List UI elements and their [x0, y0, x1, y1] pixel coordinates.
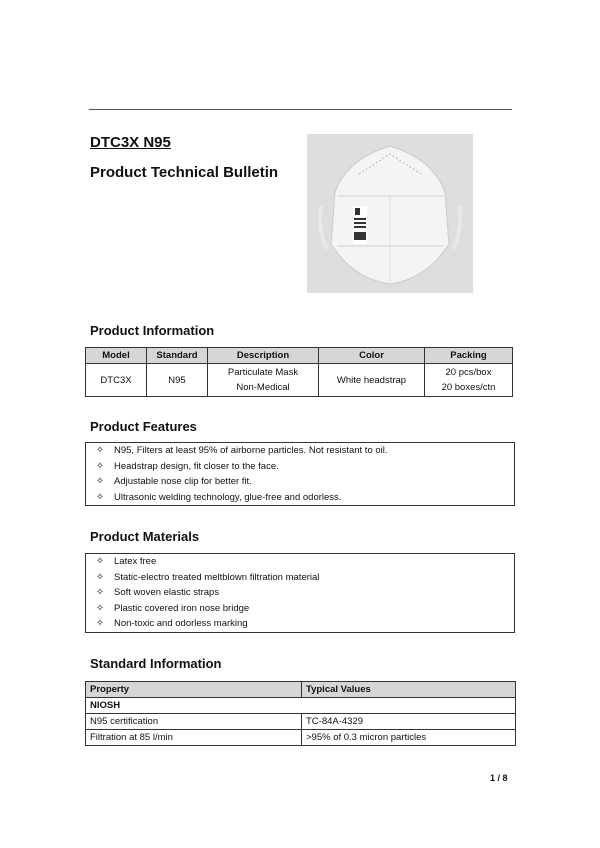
list-item: [86, 601, 514, 617]
list-item: [86, 474, 514, 490]
list-item-text: Headstrap design, fit closer to the face.: [114, 460, 279, 472]
group-row: [86, 698, 516, 714]
diamond-bullet-icon: ✧: [95, 587, 105, 598]
column-header: Standard: [147, 348, 208, 364]
table-row: [86, 714, 516, 730]
product-information-heading: Product Information: [90, 323, 215, 338]
list-item-text: Plastic covered iron nose bridge: [114, 602, 250, 614]
list-item: [86, 490, 514, 506]
diamond-bullet-icon: ✧: [95, 618, 105, 629]
color-cell: White headstrap: [319, 364, 425, 397]
standard-information-table: [85, 681, 516, 746]
property-cell: N95 certification: [86, 714, 302, 730]
diamond-bullet-icon: ✧: [95, 491, 105, 503]
column-header: Property: [86, 682, 302, 698]
group-cell: NIOSH: [86, 698, 516, 714]
standard-cell: N95: [147, 364, 208, 397]
list-item-text: Ultrasonic welding technology, glue-free and odorless.: [114, 491, 342, 503]
product-materials-heading: Product Materials: [90, 529, 200, 544]
list-item: [86, 585, 514, 601]
list-item-text: Non-toxic and odorless marking: [114, 618, 248, 629]
table-header-row: [86, 348, 513, 364]
column-header: Model: [86, 348, 147, 364]
value-cell: >95% of 0.3 micron particles: [302, 730, 516, 746]
product-title: DTC3X N95: [90, 134, 171, 151]
table-row: [86, 730, 516, 746]
list-item: [86, 459, 514, 475]
diamond-bullet-icon: ✧: [95, 445, 105, 456]
table-header-row: [86, 682, 516, 698]
column-header: Typical Values: [302, 682, 516, 698]
list-item: [86, 443, 514, 459]
packing-line: 20 pcs/box: [445, 367, 492, 378]
description-cell: [208, 364, 319, 397]
list-item-text: N95, Filters at least 95% of airborne particles. Not resistant to oil.: [114, 445, 388, 456]
product-image: [307, 134, 473, 293]
product-features-list: [85, 442, 515, 506]
value-cell: TC-84A-4329: [302, 714, 516, 730]
product-information-table: [85, 347, 513, 397]
mask-illustration: [307, 134, 473, 293]
list-item-text: Latex free: [114, 556, 157, 567]
table-row: [86, 364, 513, 397]
column-header: Color: [319, 348, 425, 364]
description-line: Particulate Mask: [227, 367, 299, 378]
packing-line: 20 boxes/ctn: [441, 382, 496, 393]
packing-cell: [425, 364, 513, 397]
diamond-bullet-icon: ✧: [95, 460, 105, 472]
product-materials-list: [85, 553, 515, 633]
column-header: Packing: [425, 348, 513, 364]
document-title: Product Technical Bulletin: [90, 164, 279, 181]
diamond-bullet-icon: ✧: [95, 571, 105, 583]
property-cell: Filtration at 85 l/min: [86, 730, 302, 746]
standard-information-heading: Standard Information: [90, 656, 222, 671]
model-cell: DTC3X: [86, 364, 147, 397]
diamond-bullet-icon: ✧: [95, 602, 105, 614]
header-rule: [89, 109, 512, 110]
description-line: Non-Medical: [236, 382, 290, 393]
column-header: Description: [208, 348, 319, 364]
list-item: [86, 570, 514, 586]
product-features-heading: Product Features: [90, 419, 197, 434]
list-item-text: Static-electro treated meltblown filtration material: [114, 571, 320, 583]
list-item-text: Soft woven elastic straps: [114, 587, 220, 598]
diamond-bullet-icon: ✧: [95, 556, 105, 567]
list-item-text: Adjustable nose clip for better fit.: [114, 476, 252, 487]
list-item: [86, 616, 514, 632]
page-number: 1 / 8: [490, 773, 508, 783]
diamond-bullet-icon: ✧: [95, 476, 105, 487]
list-item: [86, 554, 514, 570]
